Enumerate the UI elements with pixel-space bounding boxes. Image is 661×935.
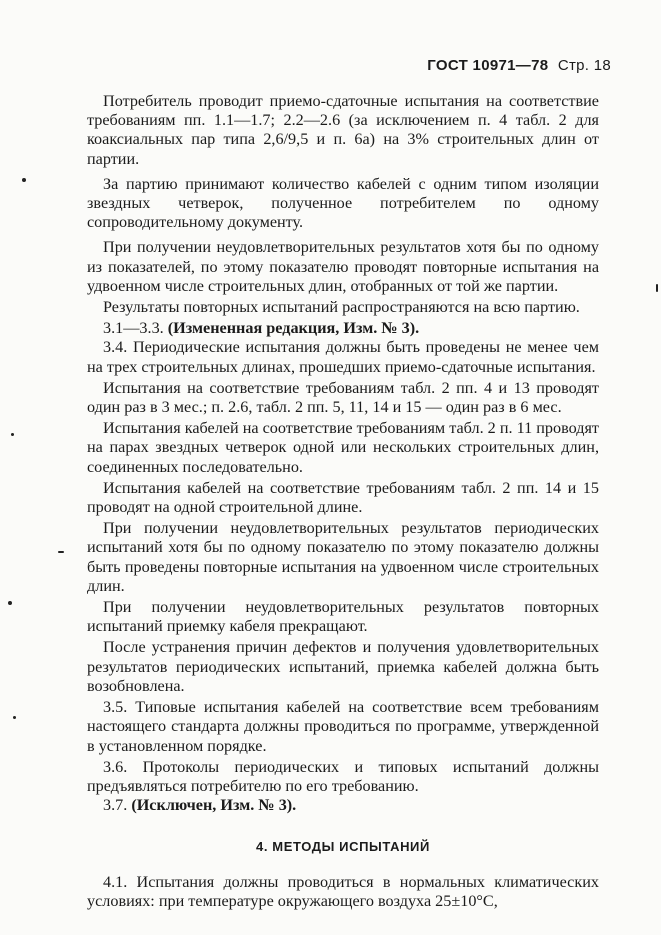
- paragraph-3-4-periodic-tests: 3.4. Периодические испытания должны быть проведены не менее чем на трех строительных длинах, прошедших приемо-сдаточные испытания.: [87, 338, 599, 376]
- scan-dot-mark: [11, 433, 14, 436]
- paragraph-test-frequency: Испытания на соответствие требованиям табл. 2 пп. 4 и 13 проводят один раз в 3 мес.; п. 2.6, табл. 2 пп. 5, 11, 14 и 15 — один раз в 6 мес.: [87, 378, 599, 417]
- scan-dash-mark: [656, 284, 658, 292]
- scan-dash-mark: [58, 551, 64, 553]
- page-header: [427, 57, 611, 74]
- scan-dot-mark: [22, 178, 26, 182]
- page-number: Стр. 18: [557, 57, 611, 74]
- paragraph-star-quad-tests: Испытания кабелей на соответствие требованиям табл. 2 п. 11 проводят на парах звездных четверок одной или нескольких строительных длин, соединенных последовательно.: [87, 419, 599, 476]
- paragraph-acceptance-resume: После устранения причин дефектов и получения удовлетворительных результатов периодических испытаний, приемка кабелей должна быть возобновлена.: [87, 638, 599, 695]
- paragraph-periodic-failure: При получении неудовлетворительных результатов периодических испытаний хотя бы по одному показателю по этому показателю должны быть проведены повторные испытания на удвоенном числе строительных длин.: [87, 519, 599, 595]
- paragraph-repeat-tests: При получении неудовлетворительных результатов хотя бы по одному из показателей, по этому показателю проводят повторные испытания на удвоенном числе строительных длин, отобранных от той же партии.: [87, 238, 599, 295]
- paragraph-4-1-conditions: 4.1. Испытания должны проводиться в нормальных климатических условиях: при температуре окружающего воздуха 25±10°С,: [87, 872, 599, 910]
- scan-dot-mark: [8, 601, 12, 605]
- section-title: 4. МЕТОДЫ ИСПЫТАНИЙ: [256, 839, 430, 855]
- scan-dot-mark: [13, 716, 16, 719]
- amendment-note: (Исключен, Изм. № 3).: [131, 796, 297, 815]
- standard-number: ГОСТ 10971—78: [427, 57, 549, 74]
- body-text: [87, 92, 599, 911]
- paragraph-3-5-type-tests: 3.5. Типовые испытания кабелей на соответствие всем требованиям настоящего стандарта должны проводиться по программе, утвержденной в установленном порядке.: [87, 698, 599, 755]
- amendment-3-1-3-3: [87, 319, 599, 338]
- paragraph-single-length-tests: Испытания кабелей на соответствие требованиям табл. 2 пп. 14 и 15 проводят на одной строительной длине.: [87, 478, 599, 517]
- clause-number: 3.1—3.3.: [103, 319, 164, 338]
- clause-number: 3.7.: [103, 796, 128, 815]
- amendment-note: (Измененная редакция, Изм. № 3).: [167, 319, 420, 338]
- paragraph-repeat-results: Результаты повторных испытаний распространяются на всю партию.: [103, 298, 580, 317]
- paragraph-batch-definition: За партию принимают количество кабелей с одним типом изоляции звездных четверок, полученное потребителем по одному сопроводительному документу.: [87, 174, 599, 232]
- amendment-3-7: [87, 796, 599, 815]
- paragraph-3-6-protocols: 3.6. Протоколы периодических и типовых испытаний должны предъявляться потребителю по его требованию.: [87, 757, 599, 795]
- paragraph-acceptance-stop: При получении неудовлетворительных результатов повторных испытаний приемку кабеля прекращают.: [87, 598, 599, 636]
- paragraph-acceptance-tests: Потребитель проводит приемо-сдаточные испытания на соответствие требованиям пп. 1.1—1.7; 2.2—2.6 (за исключением п. 4 табл. 2 для коаксиальных пар типа 2,6/9,5 и п. 6а) на 3% строительных длин от партии.: [87, 92, 599, 168]
